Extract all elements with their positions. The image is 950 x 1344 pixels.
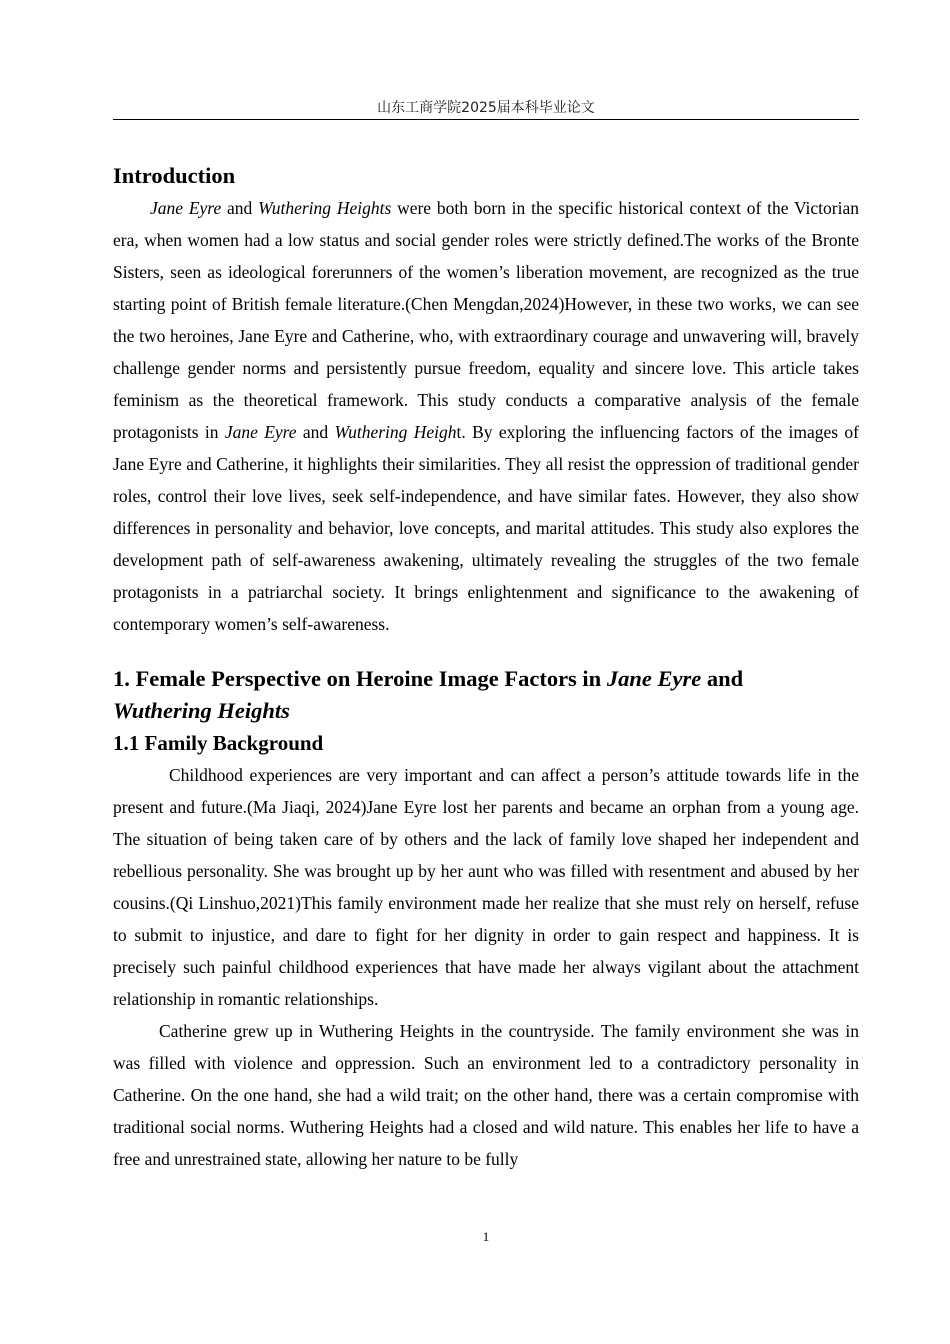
heading-run: and [701, 666, 744, 691]
introduction-heading: Introduction [113, 163, 236, 188]
heading-italic: Wuthering Heights [113, 698, 290, 723]
subsection-1-1-heading: 1.1 Family Background [113, 731, 324, 755]
text-run: t. By exploring the influencing factors of the images of Jane Eyre and Catherine, it highlights their similarities. They all resist the oppression of traditional gender roles, control their love lives, seek self-independence, and have similar fates. However, they also show differences in personality and behavior, love concepts, and marital attitudes. This study also explores the development path of self-awareness awakening, ultimately revealing the struggles of the two female protagonists in a patriarchal society. It brings enlightenment and significance to the awakening of contemporary women’s self-awareness. [113, 422, 859, 634]
page-number: 1 [482, 1229, 490, 1244]
running-header: 山东工商学院2025届本科毕业论文 [377, 100, 595, 116]
family-background-paragraph-1: Childhood experiences are very important and can affect a person’s attitude towards life in the present and future.(Ma Jiaqi, 2024)Jane Eyre lost her parents and became an orphan from a young age. The situation of being taken care of by others and the lack of family love shaped her independent and rebellious personality. She was brought up by her aunt who was filled with resentment and abused by her cousins.(Qi Linshuo,2021)This family environment made her realize that she must rely on herself, refuse to submit to injustice, and dare to fight for her dignity in order to gain respect and happiness. It is precisely such painful childhood experiences that have made her always vigilant about the attachment relationship in romantic relationships. [113, 765, 859, 1009]
italic-title: Jane Eyre [150, 198, 222, 218]
family-background-paragraph-2: Catherine grew up in Wuthering Heights in the countryside. The family environment she was in was filled with violence and oppression. Such an environment led to a contradictory personality in Catherine. On the one hand, she had a wild trait; on the other hand, there was a certain compromise with traditional social norms. Wuthering Heights had a closed and wild nature. This enables her life to have a free and unrestrained state, allowing her nature to be fully [113, 1021, 859, 1169]
italic-title: Wuthering Heights [258, 198, 392, 218]
text-run: and [296, 422, 335, 442]
page-body [113, 160, 859, 1175]
text-run: and [221, 198, 259, 218]
section-1-heading [113, 663, 859, 727]
heading-italic: Jane Eyre [606, 666, 702, 691]
header-rule [113, 119, 859, 120]
text-run: were both born in the specific historical context of the Victorian era, when women had a low status and social gender roles were strictly defined.The works of the Bronte Sisters, seen as ideological forerunners of the women’s liberation movement, are recognized as the true starting point of British female literature.(Chen Mengdan,2024)However, in these two works, we can see the two heroines, Jane Eyre and Catherine, who, with extraordinary courage and unwavering will, bravely challenge gender norms and persistently pursue freedom, equality and sincere love. This article takes feminism as the theoretical framework. This study conducts a comparative analysis of the female protagonists in [113, 198, 859, 442]
italic-title: Wuthering Heigh [334, 422, 457, 442]
italic-title: Jane Eyre [224, 422, 297, 442]
introduction-paragraph [113, 192, 859, 640]
heading-run: 1. Female Perspective on Heroine Image Factors in [113, 666, 607, 691]
